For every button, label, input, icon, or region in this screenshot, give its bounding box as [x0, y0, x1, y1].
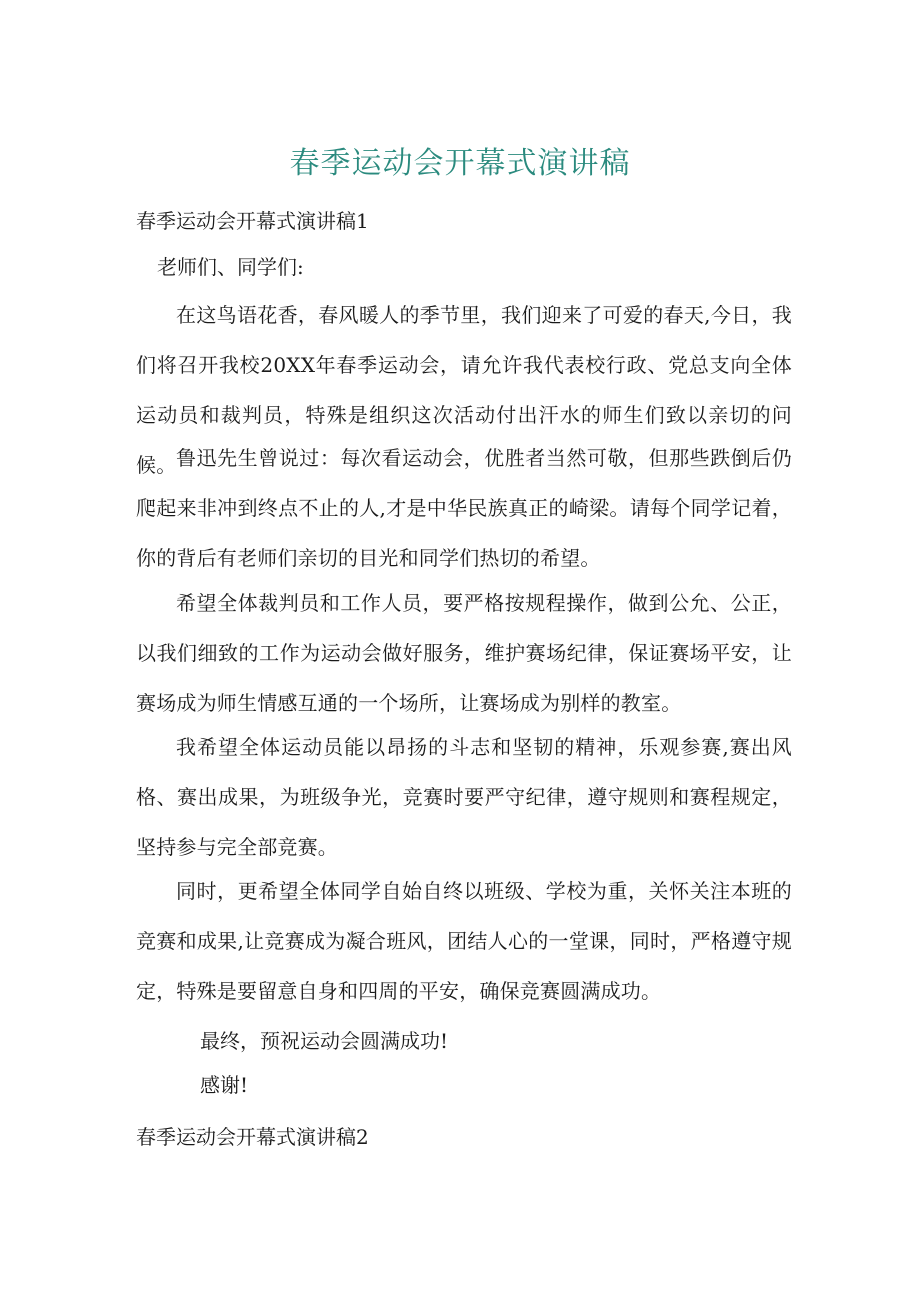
paragraph-1: 在这鸟语花香，春风暖人的季节里，我们迎来了可爱的春天,今日，我们将召开我校20XX年春季运动会，请允许我代表校行政、党总支向全体运动员和裁判员，特殊是组织这次活动付出汗水的师生们致以亲切的问候。	[136, 303, 792, 477]
thanks-line: 感谢!	[200, 1073, 249, 1097]
speech-2-heading: 春季运动会开幕式演讲稿2	[136, 1125, 369, 1149]
closing-line: 最终，预祝运动会圆满成功!	[200, 1029, 449, 1053]
paragraph-3: 希望全体裁判员和工作人员，要严格按规程操作，做到公允、公正，以我们细致的工作为运动会做好服务，维护赛场纪律，保证赛场平安，让赛场成为师生情感互通的一个场所，让赛场成为别样的教室。	[136, 591, 792, 715]
speech-1-heading: 春季运动会开幕式演讲稿1	[136, 209, 369, 233]
document-title: 春季运动会开幕式演讲稿	[289, 146, 631, 181]
paragraph-5: 同时，更希望全体同学自始自终以班级、学校为重，关怀关注本班的竞赛和成果,让竞赛成为凝合班风，团结人心的一堂课，同时，严格遵守规定，特殊是要留意自身和四周的平安，确保竞赛圆满成功。	[136, 879, 792, 1003]
salutation: 老师们、同学们:	[157, 255, 304, 279]
paragraph-4: 我希望全体运动员能以昂扬的斗志和坚韧的精神，乐观参赛,赛出风格、赛出成果，为班级争光，竞赛时要严守纪律，遵守规则和赛程规定，坚持参与完全部竞赛。	[136, 735, 792, 859]
paragraph-2: 鲁迅先生曾说过：每次看运动会，优胜者当然可敬，但那些跌倒后仍爬起来非冲到终点不止的人,才是中华民族真正的崎梁。请每个同学记着，你的背后有老师们亲切的目光和同学们热切的希望。	[136, 446, 792, 570]
